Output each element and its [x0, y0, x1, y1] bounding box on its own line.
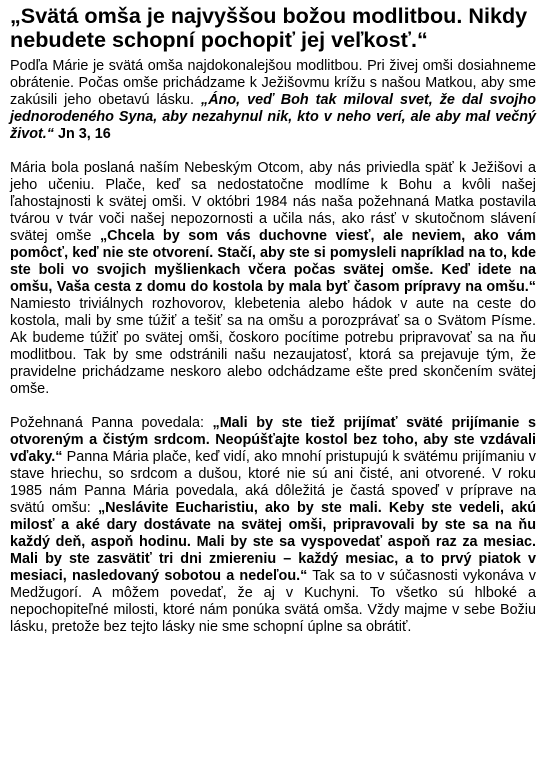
paragraph-1: [10, 58, 536, 143]
quote-run: „Mali by ste tiež prijímať sväté prijímanie s otvoreným a čistým srdcom. Neopúšťajte kostol bez toho, aby ste vzdávali vďaky.“: [10, 415, 536, 465]
quote-run: „Chcela by som vás duchovne viesť, ale neviem, ako vám pomôcť, keď nie ste otvorení. Stačí, aby ste si pomysleli napríklad na to, kde ste boli vo svojich myšlienkach včera počas svätej omše. Keď idete na omšu, Vaša cesta z domu do kostola by mala byť časom prípravy na omšu.“: [10, 228, 537, 295]
paragraph-2: [10, 160, 536, 398]
text-run: Požehnaná Panna povedala:: [10, 415, 213, 431]
bible-reference: Jn 3, 16: [53, 126, 111, 142]
page-title: „Svätá omša je najvyššou božou modlitbou. Nikdy nebudete schopní pochopiť jej veľkosť.“: [10, 3, 528, 52]
paragraph-3: [10, 415, 536, 636]
text-run: Panna Mária plače, keď vidí, ako mnohí pristupujú k svätému prijímaniu v stave hriechu, so srdcom a dušou, ktoré nie sú ani čisté, ani otvorené. V roku 1985 nám Panna Mária povedala, aká dôležitá je častá spoveď v príprave na svätú omšu:: [10, 449, 536, 516]
bible-quote: „Áno, veď Boh tak miloval svet, že dal svojho jednorodeného Syna, aby nezahynul nik, kto v neho verí, ale aby mal večný život.“: [10, 92, 536, 142]
text-run: Mária bola poslaná naším Nebeským Otcom, aby nás priviedla späť k Ježišovi a jeho učeniu. Plače, keď sa nedostatočne modlíme k Bohu a kvôli našej ľahostajnosti k svätej omši. V októbri 1984 nás naša požehnaná Matka postavila tvárou v tvár voči našej nepozornosti a učila nás, ako rásť v skutočnom slávení svätej omše: [10, 160, 536, 244]
quote-run: „Neslávite Eucharistiu, ako by ste mali. Keby ste vedeli, akú milosť a aké dary dostávate na svätej omši, pripravovali by ste sa na ňu každý deň, aspoň hodinu. Mali by ste sa vyspovedať aspoň raz za mesiac. Mali by ste zasvätiť tri dni zmiereniu – každý mesiac, a to prvý piatok v mesiaci, nasledovaný sobotou a nedeľou.“: [10, 500, 536, 584]
text-run: Namiesto triviálnych rozhovorov, klebetenia alebo hádok v aute na ceste do kostola, mali by sme túžiť a tešiť sa na omšu a porozprávať sa o Svätom Písme. Ak budeme túžiť po svätej omši, čoskoro pocítime potrebu pripravovať sa na ňu modlitbou. Tak by sme odstránili našu nezaujatosť, ktorá sa prejavuje tým, že pravidelne prichádzame neskoro alebo odchádzame ešte pred skončením svätej omše.: [10, 296, 536, 397]
text-run: Podľa Márie je svätá omša najdokonalejšou modlitbou. Pri živej omši dosiahneme obrátenie. Počas omše prichádzame k Ježišovmu krížu s našou Matkou, aby sme zakúsili jeho obetavú lásku.: [10, 58, 536, 108]
text-run: Tak sa to v súčasnosti vykonáva v Medžugorí. A môžem povedať, že aj v Kuchyni. To všetko sú hlboké a nepochopiteľné milosti, ktoré nám ponúka svätá omša. Vždy majme v sebe Božiu lásku, pretože bez tejto lásky nie sme schopní úplne sa obrátiť.: [10, 568, 536, 635]
